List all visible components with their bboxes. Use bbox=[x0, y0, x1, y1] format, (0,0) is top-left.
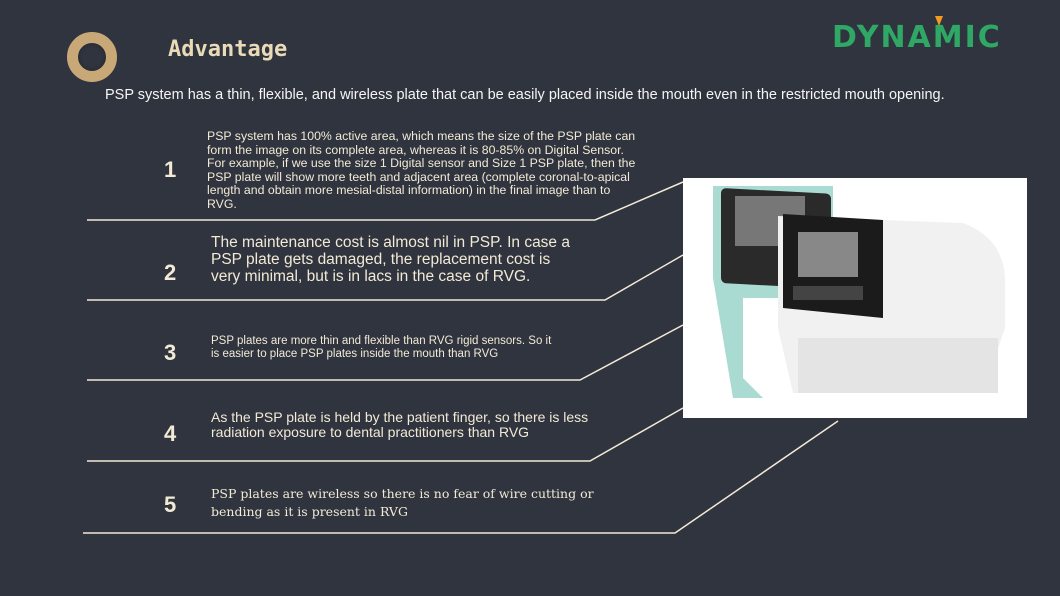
page-title: Advantage bbox=[168, 37, 288, 62]
brand-logo-text: DYNAMIC bbox=[832, 20, 1002, 55]
point-text: PSP system has 100% active area, which means the size of the PSP plate can form the image on its complete area, whereas it is 80-85% on Digital Sensor. For example, if we use the size 1 Digital sensor and Size 1 PSP plate, then the PSP plate will show more teeth and adjacent area (complete coronal-to-apical length and obtain more mesial-distal information) in the final image than to RVG. bbox=[207, 129, 636, 211]
point-number: 3 bbox=[164, 340, 177, 365]
point-number: 5 bbox=[164, 492, 177, 517]
point-text: PSP plates are wireless so there is no fear of wire cutting or bending as it is present in RVG bbox=[211, 486, 594, 519]
point-text: PSP plates are more thin and flexible than RVG rigid sensors. So it is easier to place PSP plates inside the mouth than RVG bbox=[211, 335, 552, 360]
point-number: 4 bbox=[164, 421, 177, 446]
psp-scanner-image bbox=[683, 178, 1027, 418]
point-number: 2 bbox=[164, 260, 177, 285]
point-text: The maintenance cost is almost nil in PSP. In case a PSP plate gets damaged, the replacement cost is very minimal, but is in lacs in the case of RVG. bbox=[211, 234, 570, 286]
point-text: As the PSP plate is held by the patient finger, so there is less radiation exposure to dental practitioners than RVG bbox=[211, 409, 589, 441]
subtitle: PSP system has a thin, flexible, and wireless plate that can be easily placed inside the mouth even in the restricted mouth opening. bbox=[105, 87, 945, 103]
point-number: 1 bbox=[164, 157, 177, 182]
